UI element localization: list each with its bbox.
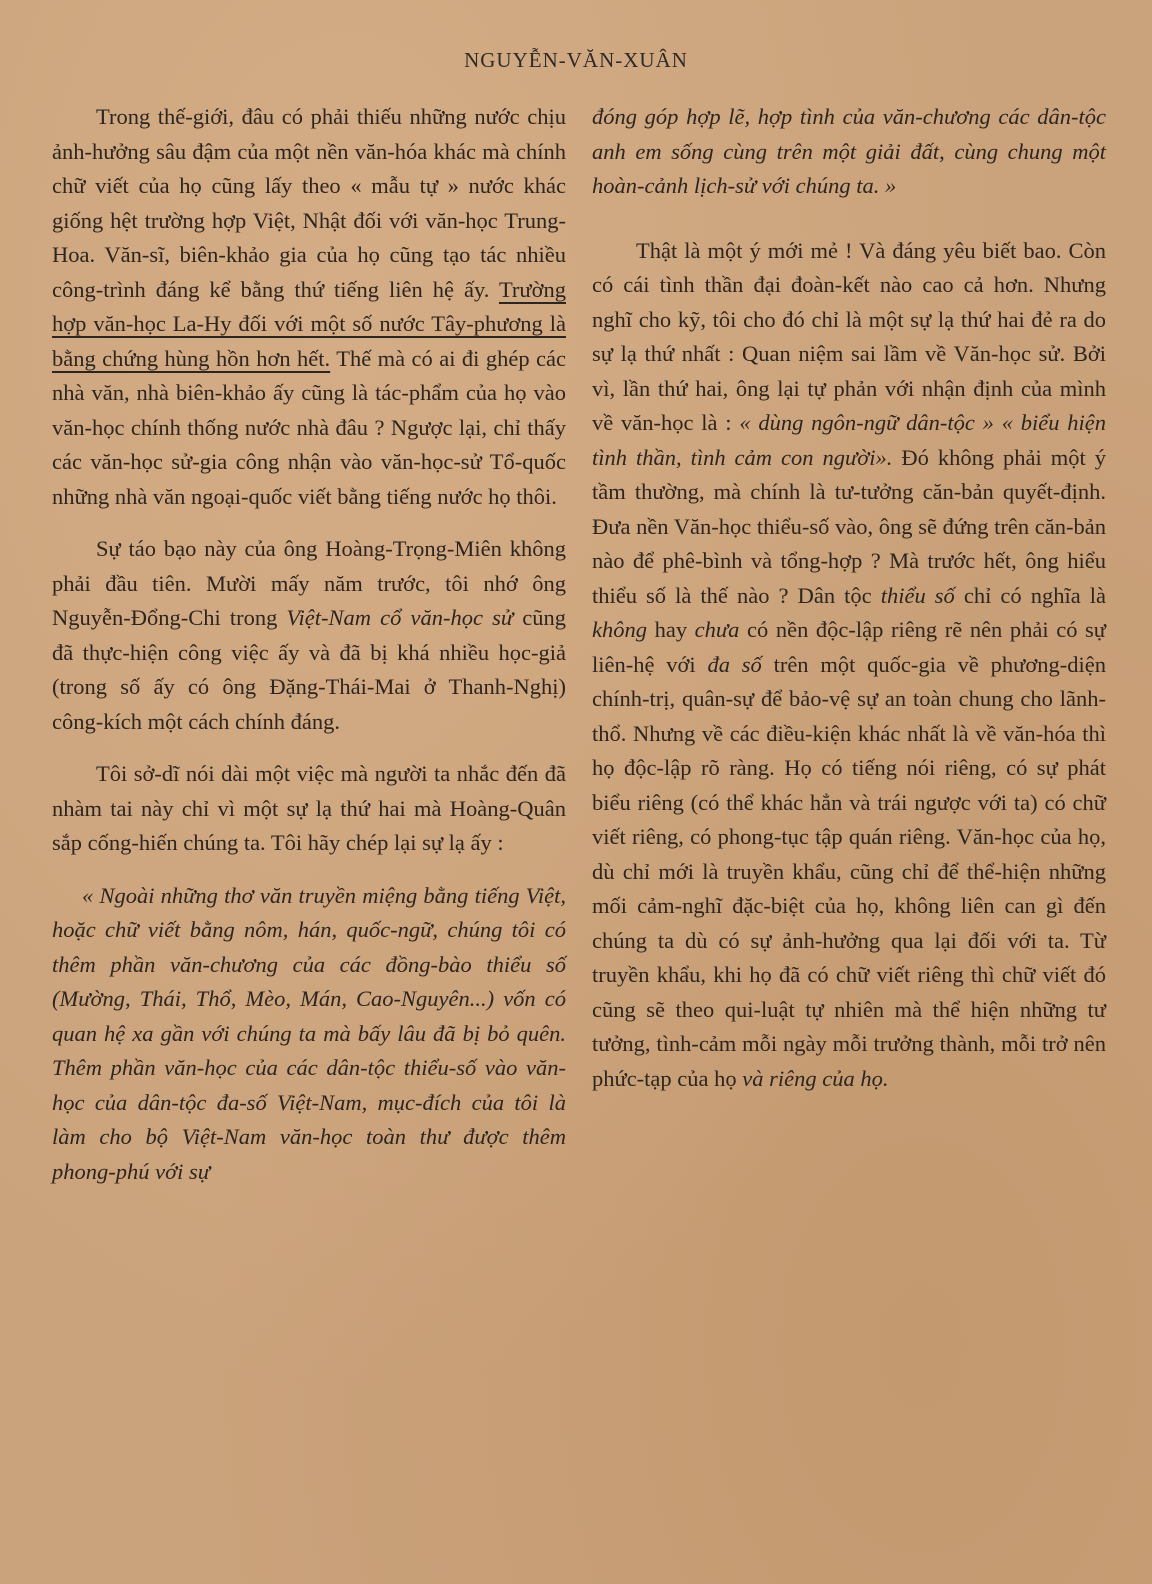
right-column xyxy=(592,100,1106,1114)
paragraph-text: cũng đã thực-hiện công việc ấy và đã bị khá nhiều học-giả (trong số ấy có ông Đặng-Thái-Mai ở Thanh-Nghị) công-kích một cách chính đáng. xyxy=(52,605,566,734)
paragraph-text: Sự táo bạo này của ông Hoàng-Trọng-Miên không phải đầu tiên. Mười mấy năm trước, tôi nhớ ông Nguyễn-Đổng-Chi trong xyxy=(52,536,566,630)
paragraph-text: hay xyxy=(647,617,695,642)
italic-phrase: thiểu số xyxy=(880,582,955,608)
paragraph-text: Thật là một ý mới mẻ ! Và đáng yêu biết bao. Còn có cái tình thần đại đoàn-kết nào cao cả hơn. Nhưng nghĩ cho kỹ, tôi cho đó chỉ là một sự lạ thứ hai đẻ ra do sự lạ thứ nhất : Quan niệm sai lầm về Văn-học sử. Bởi vì, lần thứ hai, ông lại tự phản với nhận định của mình về văn-học là : xyxy=(592,237,1106,435)
running-header: NGUYỄN-VĂN-XUÂN xyxy=(464,48,688,72)
paragraph-text: Trong thế-giới, đâu có phải thiếu những nước chịu ảnh-hưởng sâu đậm của một nền văn-hóa khác mà chính chữ viết của họ cũng lấy theo « mẫu tự » nước khác giống hệt trường hợp Việt, Nhật đối với văn-học Trung-Hoa. Văn-sĩ, biên-khảo gia của họ cũng tạo tác nhiều công-trình đáng kể bằng thứ tiếng liên hệ ấy. xyxy=(52,104,566,302)
italic-phrase: đa số xyxy=(707,651,762,677)
paragraph-text: trên một quốc-gia về phương-diện chính-trị, quân-sự để bảo-vệ sự an toàn chung cho lãnh-thổ. Nhưng về các điều-kiện khác nhất là về văn-hóa thì họ độc-lập rõ ràng. Họ có tiếng nói riêng, có sự phát biểu riêng (có thể khác hẳn và trái ngược với ta) có chữ viết riêng, có phong-tục tập quán riêng. Văn-học của họ, dù chỉ mới là truyền khẩu, cũng chỉ để thể-hiện những mối cảm-nghĩ đặc-biệt của họ, không liên can gì đến chúng ta dù có sự ảnh-hưởng qua lại đối với ta. Từ truyền khẩu, khi họ đã có chữ viết riêng thì chữ viết đó cũng sẽ theo qui-luật tự nhiên mà thể hiện những tư tưởng, tình-cảm mỗi ngày mỗi trưởng thành, mỗi trở nên phức-tạp của họ xyxy=(592,651,1107,1091)
italic-phrase: « dùng ngôn-ngữ dân-tộc » « biểu hiện tình thần, tình cảm con người». xyxy=(592,410,1106,470)
quotation-continued: đóng góp hợp lẽ, hợp tình của văn-chương các dân-tộc anh em sống cùng trên một giải đất, cùng chung một hoàn-cảnh lịch-sử với chúng ta. » xyxy=(592,104,1106,198)
paragraph: Tôi sở-dĩ nói dài một việc mà người ta nhắc đến đã nhàm tai này chỉ vì một sự lạ thứ hai mà Hoàng-Quân sắp cống-hiến chúng ta. Tôi hãy chép lại sự lạ ấy : xyxy=(52,761,566,855)
paragraph-text: Thế mà có ai đi ghép các nhà văn, nhà biên-khảo ấy cũng là tác-phẩm của họ vào văn-học chính thống nước nhà đâu ? Ngược lại, chỉ thấy các văn-học sử-gia công nhận vào văn-học-sử Tổ-quốc những nhà văn ngoại-quốc viết bằng tiếng nước họ thôi. xyxy=(52,345,566,509)
paragraph-text: chỉ có nghĩa là xyxy=(954,582,1107,608)
paragraph xyxy=(592,234,1106,1097)
quotation: « Ngoài những thơ văn truyền miệng bằng tiếng Việt, hoặc chữ viết bằng nôm, hán, quốc-ngữ, chúng tôi có thêm phần văn-chương của các đồng-bào thiểu số (Mường, Thái, Thổ, Mèo, Mán, Cao-Nguyên...) vốn có quan hệ xa gần với chúng ta mà bấy lâu đã bị bỏ quên. Thêm phần văn-học của các dân-tộc thiểu-số vào văn-học của dân-tộc đa-số Việt-Nam, mục-đích của tôi là làm cho bộ Việt-Nam văn-học toàn thư được thêm phong-phú với sự xyxy=(52,882,566,1184)
paragraph-text: Đó không phải một ý tầm thường, mà chính là tư-tưởng căn-bản quyết-định. Đưa nền Văn-học thiểu-số vào, ông sẽ đứng trên căn-bản nào để phê-bình và tổng-hợp ? Mà trước hết, ông hiểu thiểu số là thế nào ? Dân tộc xyxy=(592,444,1106,608)
italic-phrase: không xyxy=(592,617,647,642)
paragraph xyxy=(52,100,566,514)
italic-phrase: chưa xyxy=(694,617,740,642)
italic-phrase: và riêng của họ. xyxy=(742,1065,889,1091)
underlined-sentence: Trường hợp văn-học La-Hy đối với một số nước Tây-phương là bằng chứng hùng hồn hơn hết. xyxy=(52,276,566,371)
paragraph-text: có nền độc-lập riêng rẽ nên phải có sự liên-hệ với xyxy=(592,617,1106,677)
book-title: Việt-Nam cổ văn-học sử xyxy=(286,605,514,630)
paragraph xyxy=(52,532,566,739)
left-column xyxy=(52,100,566,1207)
